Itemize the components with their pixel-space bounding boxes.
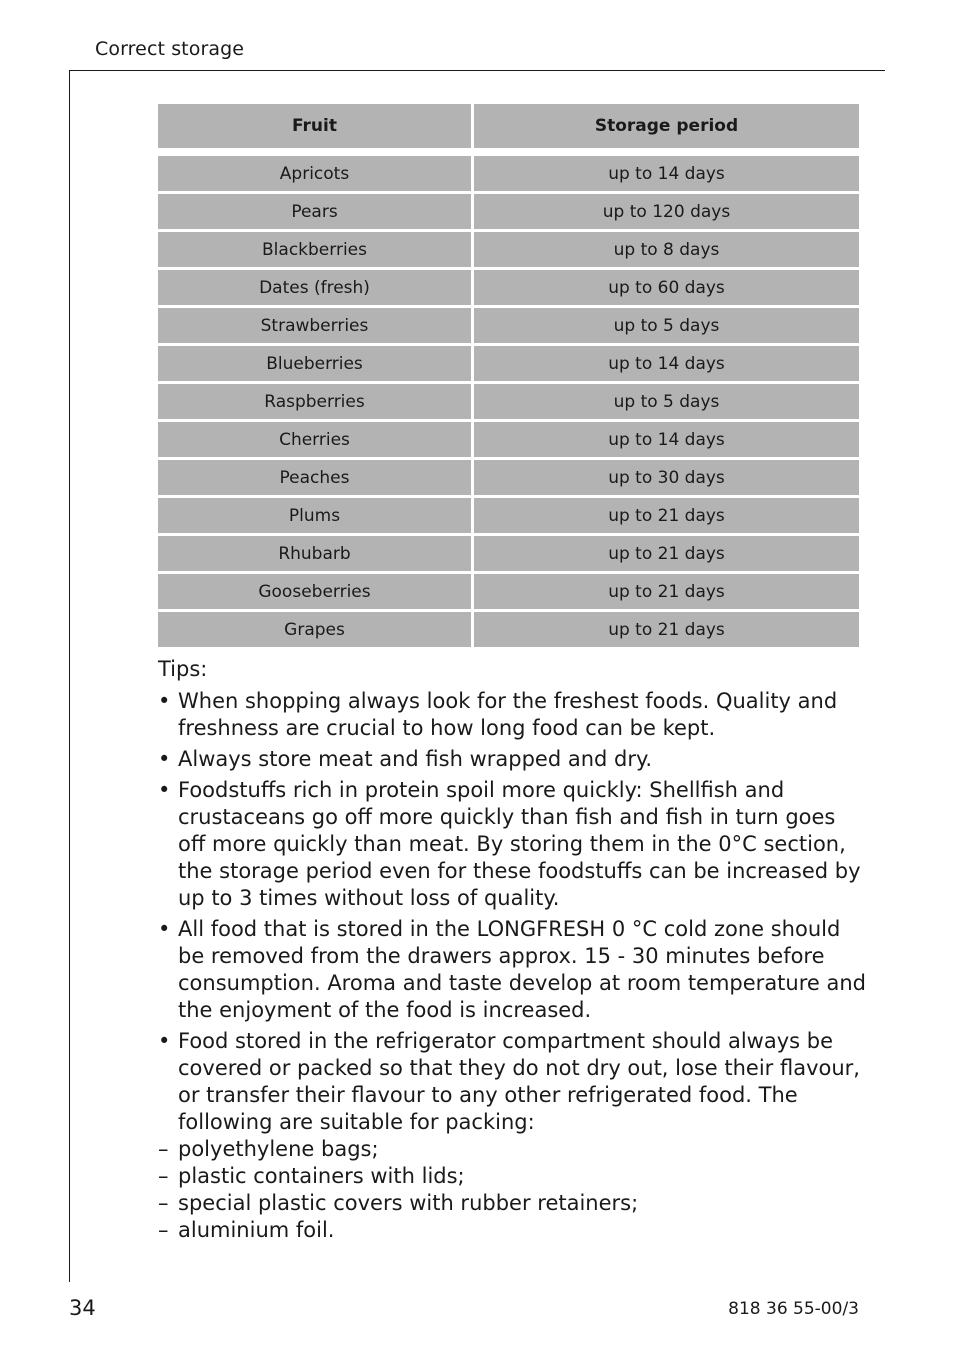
document-code: 818 36 55-00/3 (728, 1299, 859, 1319)
dash-mark: – (158, 1191, 169, 1215)
period-cell: up to 14 days (474, 422, 859, 457)
table-row (158, 460, 859, 495)
fruit-cell: Pears (158, 194, 471, 229)
tip-item (158, 746, 868, 773)
period-cell: up to 21 days (474, 536, 859, 571)
table-row (158, 384, 859, 419)
table-row (158, 346, 859, 381)
column-header-fruit: Fruit (158, 104, 471, 148)
table-header-row (158, 104, 859, 148)
tip-item (158, 916, 868, 1024)
dash-mark: – (158, 1137, 169, 1161)
table-row (158, 498, 859, 533)
fruit-cell: Cherries (158, 422, 471, 457)
table-row (158, 156, 859, 191)
table-row (158, 536, 859, 571)
table-row (158, 194, 859, 229)
bullet-mark: • (158, 1029, 171, 1053)
packing-item (158, 1217, 868, 1244)
fruit-cell: Raspberries (158, 384, 471, 419)
tips-section (158, 656, 868, 1244)
packing-text: polyethylene bags; (178, 1137, 379, 1161)
period-cell: up to 21 days (474, 612, 859, 647)
packing-item (158, 1190, 868, 1217)
dash-mark: – (158, 1218, 169, 1242)
period-cell: up to 21 days (474, 574, 859, 609)
fruit-cell: Peaches (158, 460, 471, 495)
tip-item (158, 777, 868, 912)
margin-rule (69, 70, 70, 1282)
table-row (158, 612, 859, 647)
bullet-mark: • (158, 778, 171, 802)
period-cell: up to 5 days (474, 384, 859, 419)
table-row (158, 308, 859, 343)
bullet-mark: • (158, 917, 171, 941)
period-cell: up to 14 days (474, 156, 859, 191)
fruit-cell: Blackberries (158, 232, 471, 267)
column-header-storage-period: Storage period (474, 104, 859, 148)
tip-text: Food stored in the refrigerator compartment should always be covered or packed so that they do not dry out, lose their flavour, or transfer their flavour to any other refrigerated food. The following are suitable for packing: (178, 1029, 860, 1134)
packing-text: special plastic covers with rubber retainers; (178, 1191, 639, 1215)
packing-item (158, 1163, 868, 1190)
bullet-mark: • (158, 689, 171, 713)
fruit-cell: Apricots (158, 156, 471, 191)
fruit-cell: Rhubarb (158, 536, 471, 571)
table-row (158, 232, 859, 267)
period-cell: up to 5 days (474, 308, 859, 343)
tip-item (158, 1028, 868, 1136)
period-cell: up to 14 days (474, 346, 859, 381)
fruit-cell: Blueberries (158, 346, 471, 381)
bullet-mark: • (158, 747, 171, 771)
period-cell: up to 8 days (474, 232, 859, 267)
page-number: 34 (69, 1296, 96, 1320)
fruit-cell: Grapes (158, 612, 471, 647)
fruit-cell: Dates (fresh) (158, 270, 471, 305)
tip-text: Always store meat and fish wrapped and dry. (178, 747, 653, 771)
dash-mark: – (158, 1164, 169, 1188)
tip-item (158, 688, 868, 742)
tips-title: Tips: (158, 657, 208, 681)
storage-table (158, 104, 859, 650)
tip-text: Foodstuffs rich in protein spoil more quickly: Shellfish and crustaceans go off more quickly than fish and fish in turn goes off more quickly than meat. By storing them in the 0°C section, the storage period even for these foodstuffs can be increased by up to 3 times without loss of quality. (178, 778, 861, 910)
packing-item (158, 1136, 868, 1163)
header-rule (69, 70, 885, 71)
packing-text: plastic containers with lids; (178, 1164, 465, 1188)
fruit-cell: Plums (158, 498, 471, 533)
period-cell: up to 60 days (474, 270, 859, 305)
section-title: Correct storage (95, 38, 245, 60)
table-row (158, 574, 859, 609)
period-cell: up to 21 days (474, 498, 859, 533)
packing-text: aluminium foil. (178, 1218, 335, 1242)
table-row (158, 422, 859, 457)
table-row (158, 270, 859, 305)
period-cell: up to 30 days (474, 460, 859, 495)
fruit-cell: Strawberries (158, 308, 471, 343)
tip-text: All food that is stored in the LONGFRESH 0 °C cold zone should be removed from the drawers approx. 15 - 30 minutes before consumption. Aroma and taste develop at room temperature and the enjoyment of the food is increased. (178, 917, 867, 1022)
fruit-cell: Gooseberries (158, 574, 471, 609)
tip-text: When shopping always look for the freshest foods. Quality and freshness are crucial to how long food can be kept. (178, 689, 838, 740)
period-cell: up to 120 days (474, 194, 859, 229)
